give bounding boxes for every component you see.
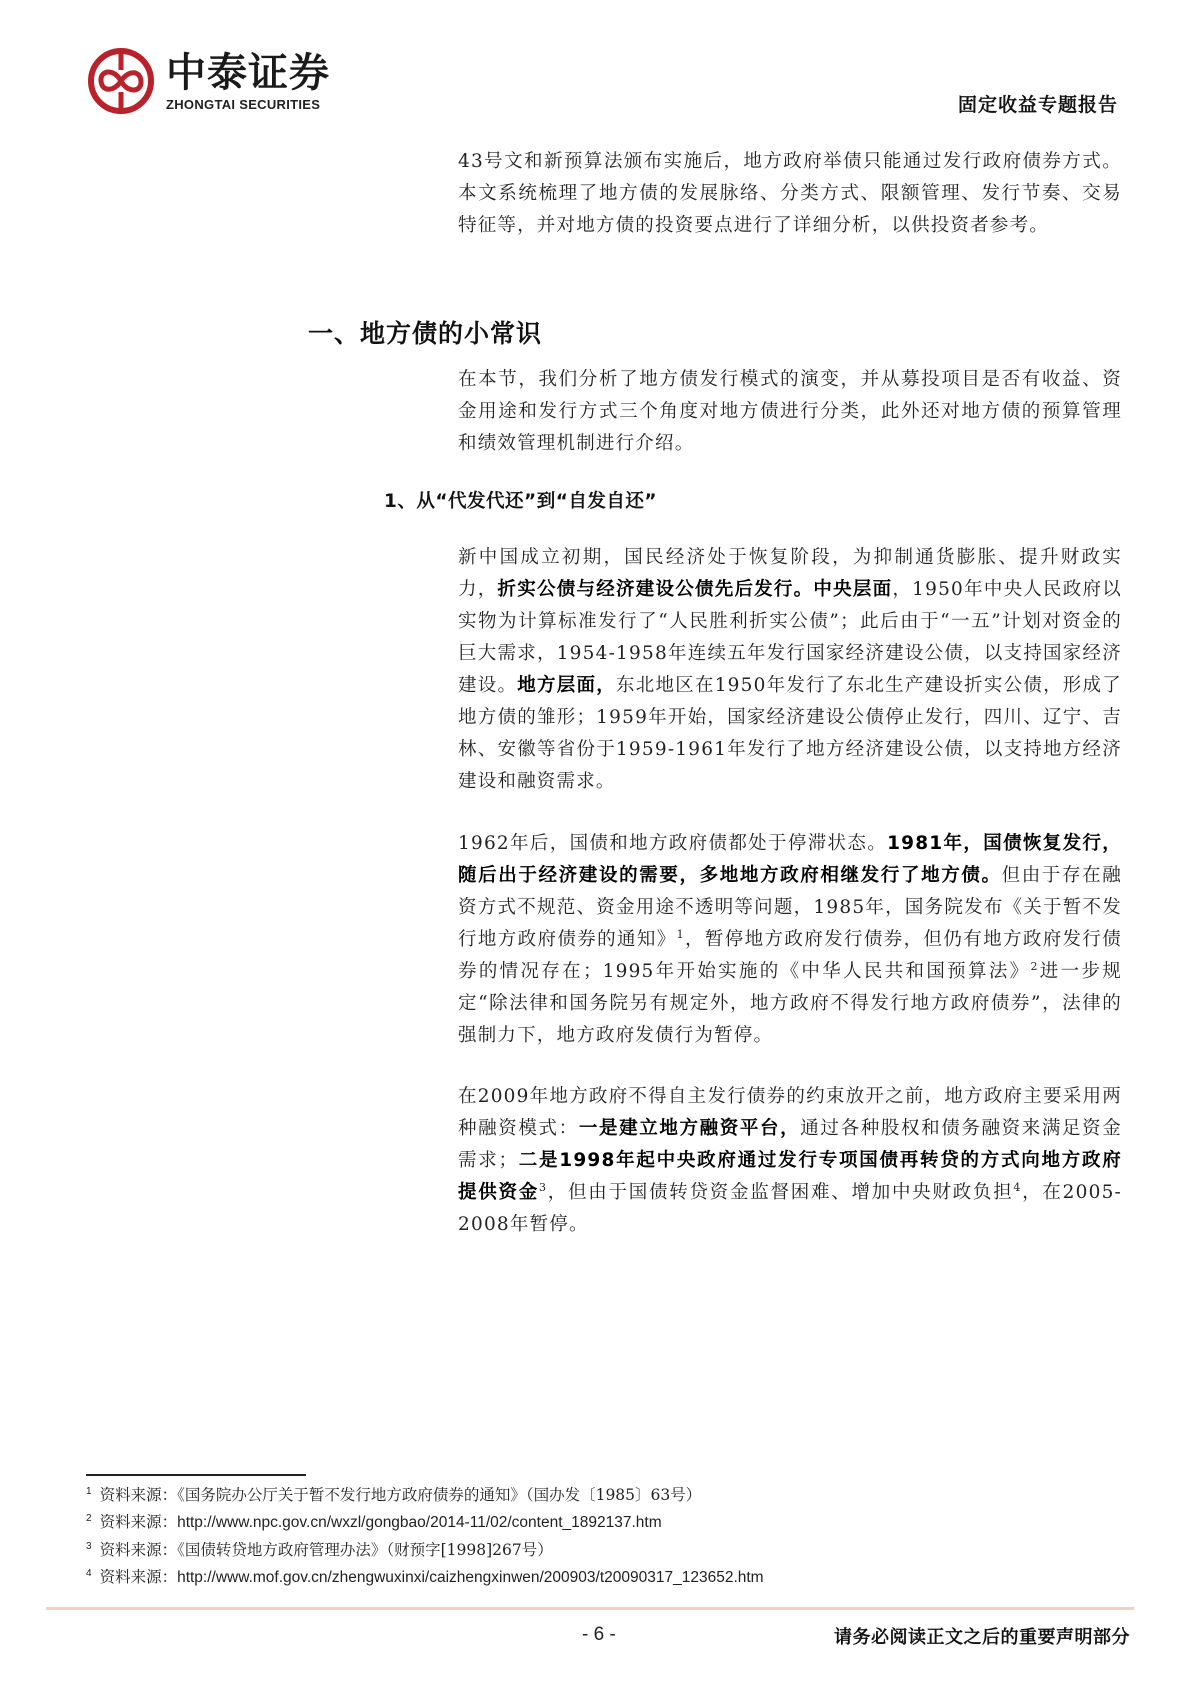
body-paragraph-2: 1962年后，国债和地方政府债都处于停滞状态。1981年，国债恢复发行，随后出于经济建设的需要，多地地方政府相继发行了地方债。但由于存在融资方式不规范、资金用途不透明等问题，1985年，国务院发布《关于暂不发行地方政府债券的通知》$^1$，暂停地方政府发行债券，但仍有地方政府发行债券的情况存在；1995年开始实施的《中华人民共和国预算法》$^2$进一步规定“除法律和国务院另有规定外，地方政府不得发行地方政府债券”，法律的强制力下，地方政府发债行为暂停。	[458, 833, 1123, 1046]
footnote-ref[interactable]: 2	[1030, 959, 1039, 973]
footnote-link[interactable]: http://www.npc.gov.cn/wxzl/gongbao/2014-11/02/content_1892137.htm	[177, 1514, 662, 1532]
zhongtai-logo-icon	[86, 46, 156, 116]
intro-paragraph: 43号文和新预算法颁布实施后，地方政府举债只能通过发行政府债券方式。本文系统梳理了地方债的发展脉络、分类方式、限额管理、发行节奏、交易特征等，并对地方债的投资要点进行了详细分析，以供投资者参考。	[458, 151, 1122, 236]
footnotes	[86, 1480, 764, 1591]
footnote-divider	[86, 1474, 306, 1476]
body-paragraph-1: 新中国成立初期，国民经济处于恢复阶段，为抑制通货膨胀、提升财政实力，折实公债与经济建设公债先后发行。中央层面，1950年中央人民政府以实物为计算标准发行了“人民胜利折实公债”；此后由于“一五”计划对资金的巨大需求，1954-1958年连续五年发行国家经济建设公债，以支持国家经济建设。地方层面，东北地区在1950年发行了东北生产建设折实公债，形成了地方债的雏形；1959年开始，国家经济建设公债停止发行，四川、辽宁、吉林、安徽等省份于1959-1961年发行了地方经济建设公债，以支持地方经济建设和融资需求。	[458, 547, 1122, 792]
report-type-label: 固定收益专题报告	[957, 94, 1118, 116]
footnote-ref[interactable]: 4	[1013, 1180, 1022, 1194]
page-number: - 6 -	[582, 1624, 616, 1645]
emphasis-text: 地方层面，	[517, 675, 616, 696]
subsection-heading: 1、从“代发代还”到“自发自还”	[384, 491, 658, 512]
logo-english-name: ZHONGTAI SECURITIES	[166, 96, 321, 112]
logo-chinese-name: 中泰证券	[166, 49, 330, 96]
emphasis-text: 一是建立地方融资平台，	[578, 1118, 801, 1139]
section-heading: 一、地方债的小常识	[308, 319, 543, 348]
footnote-3: $^3$ 资料来源：《国债转贷地方政府管理办法》（财预字[1998]267号）	[86, 1541, 553, 1560]
footnote-2: $^2$ 资料来源：http://www.npc.gov.cn/wxzl/gongbao/2014-11/02/content_1892137.htm	[86, 1513, 662, 1532]
emphasis-text: 折实公债与经济建设公债先后发行。中央层面	[497, 579, 893, 600]
footnote-1: $^1$ 资料来源：《国务院办公厅关于暂不发行地方政府债券的通知》（国办发〔1985〕63号）	[86, 1486, 702, 1505]
footnote-link[interactable]: http://www.mof.gov.cn/zhengwuxinxi/caizhengxinwen/200903/t20090317_123652.htm	[177, 1569, 764, 1587]
company-logo	[86, 46, 330, 116]
section-summary: 在本节，我们分析了地方债发行模式的演变，并从募投项目是否有收益、资金用途和发行方式三个角度对地方债进行分类，此外还对地方债的预算管理和绩效管理机制进行介绍。	[458, 369, 1122, 454]
footer-divider	[46, 1607, 1134, 1610]
footnote-ref[interactable]: 3	[539, 1180, 548, 1194]
disclaimer-notice: 请务必阅读正文之后的重要声明部分	[834, 1627, 1130, 1648]
footnote-4: $^4$ 资料来源：http://www.mof.gov.cn/zhengwuxinxi/caizhengxinwen/200903/t20090317_123652.htm	[86, 1568, 764, 1587]
body-paragraph-3: 在2009年地方政府不得自主发行债券的约束放开之前，地方政府主要采用两种融资模式：一是建立地方融资平台，通过各种股权和债务融资来满足资金需求；二是1998年起中央政府通过发行专项国债再转贷的方式向地方政府提供资金$^3$，但由于国债转贷资金监督困难、增加中央财政负担$^4$，在2005-2008年暂停。	[458, 1086, 1123, 1235]
footnote-ref[interactable]: 1	[676, 927, 685, 941]
emphasis-text: 二是1998年起中央政府通过发行专项国债再转贷的方式向地方政府提供资金	[458, 1150, 1122, 1203]
emphasis-text: 1981年，国债恢复发行，随后出于经济建设的需要，多地地方政府相继发行了地方债。	[458, 833, 1122, 886]
